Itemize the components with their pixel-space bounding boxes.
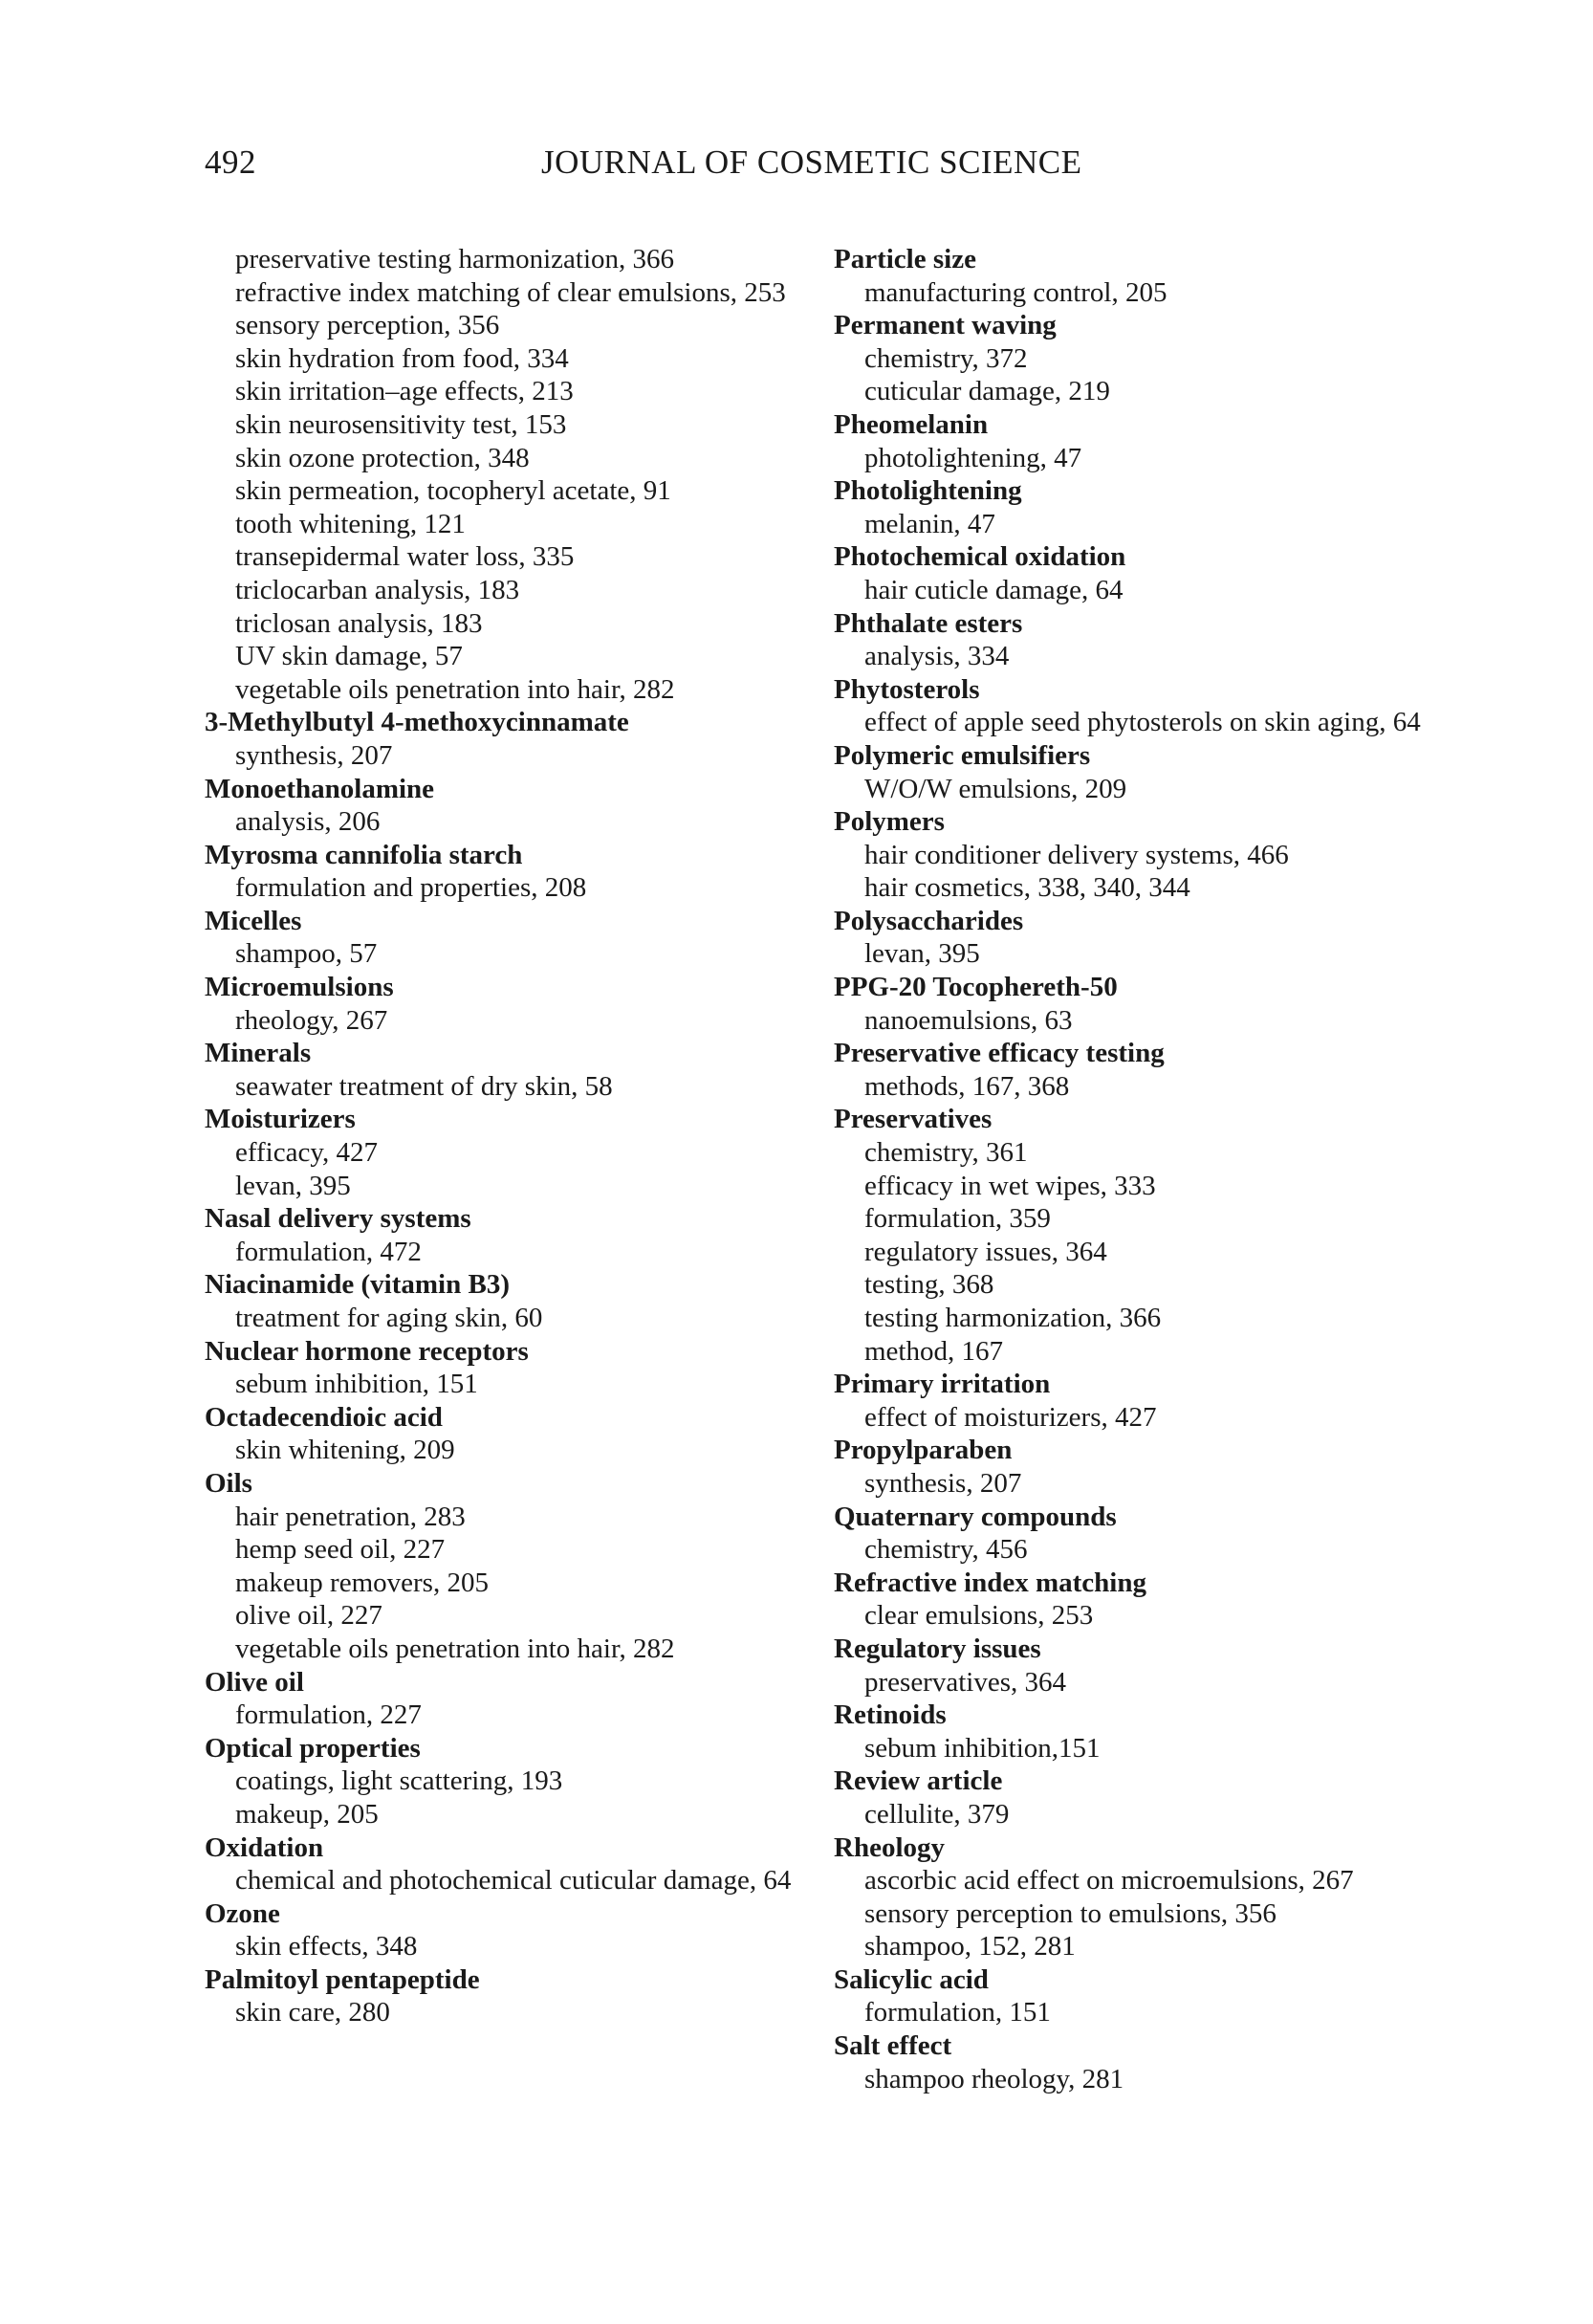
index-subentry: triclosan analysis, 183 xyxy=(235,607,483,639)
index-subentry: melanin, 47 xyxy=(864,508,995,539)
index-heading: Nuclear hormone receptors xyxy=(205,1335,529,1367)
index-column-right xyxy=(834,243,1446,2095)
index-heading: Salicylic acid xyxy=(834,1963,989,1995)
index-subentry: ascorbic acid effect on microemulsions, 267 xyxy=(864,1865,1354,1896)
index-subentry: hair conditioner delivery systems, 466 xyxy=(864,839,1289,870)
index-subentry: cuticular damage, 219 xyxy=(864,376,1110,407)
journal-title: JOURNAL OF COSMETIC SCIENCE xyxy=(541,143,1082,181)
index-subentry: sebum inhibition, 151 xyxy=(235,1369,478,1400)
page-number: 492 xyxy=(205,143,256,181)
index-subentry: testing harmonization, 366 xyxy=(864,1303,1162,1333)
index-heading: Preservative efficacy testing xyxy=(834,1038,1165,1069)
index-subentry: nanoemulsions, 63 xyxy=(864,1004,1073,1036)
index-subentry: shampoo, 57 xyxy=(235,938,378,970)
index-heading: Photochemical oxidation xyxy=(834,541,1126,573)
index-subentry: makeup, 205 xyxy=(235,1798,379,1830)
index-heading: Nasal delivery systems xyxy=(205,1203,471,1235)
index-heading: Olive oil xyxy=(205,1666,304,1698)
index-heading: Phthalate esters xyxy=(834,607,1023,639)
index-heading: Retinoids xyxy=(834,1699,947,1731)
index-subentry: hair penetration, 283 xyxy=(235,1501,466,1532)
index-subentry: regulatory issues, 364 xyxy=(864,1236,1107,1267)
index-subentry: formulation, 359 xyxy=(864,1203,1051,1235)
index-subentry: tooth whitening, 121 xyxy=(235,508,466,539)
index-subentry: rheology, 267 xyxy=(235,1004,388,1036)
index-heading: Quaternary compounds xyxy=(834,1501,1117,1532)
index-subentry: skin hydration from food, 334 xyxy=(235,342,569,374)
index-subentry: efficacy in wet wipes, 333 xyxy=(864,1170,1156,1201)
index-subentry: skin care, 280 xyxy=(235,1997,390,2028)
index-subentry: skin permeation, tocopheryl acetate, 91 xyxy=(235,475,671,507)
index-subentry: triclocarban analysis, 183 xyxy=(235,574,520,605)
index-subentry: chemical and photochemical cuticular damage, 64 xyxy=(235,1865,792,1896)
index-subentry: manufacturing control, 205 xyxy=(864,276,1167,308)
index-heading: Phytosterols xyxy=(834,673,980,705)
index-subentry: levan, 395 xyxy=(235,1170,351,1201)
index-subentry: hair cosmetics, 338, 340, 344 xyxy=(864,872,1190,904)
index-subentry: coatings, light scattering, 193 xyxy=(235,1765,563,1797)
index-heading: Monoethanolamine xyxy=(205,773,435,804)
index-heading: Regulatory issues xyxy=(834,1633,1041,1664)
index-subentry: olive oil, 227 xyxy=(235,1600,382,1632)
index-subentry: seawater treatment of dry skin, 58 xyxy=(235,1070,613,1102)
index-heading: Propylparaben xyxy=(834,1435,1013,1466)
index-subentry: refractive index matching of clear emulsions, 253 xyxy=(235,276,786,308)
index-subentry: skin whitening, 209 xyxy=(235,1435,455,1466)
index-heading: Oils xyxy=(205,1467,252,1499)
index-heading: Microemulsions xyxy=(205,972,394,1003)
index-subentry: makeup removers, 205 xyxy=(235,1567,489,1598)
index-heading: 3-Methylbutyl 4-methoxycinnamate xyxy=(205,707,629,738)
index-subentry: hemp seed oil, 227 xyxy=(235,1534,446,1566)
index-heading: Rheology xyxy=(834,1831,945,1863)
index-subentry: vegetable oils penetration into hair, 282 xyxy=(235,673,675,705)
index-subentry: chemistry, 456 xyxy=(864,1534,1028,1566)
index-heading: Photolightening xyxy=(834,475,1022,507)
index-subentry: skin ozone protection, 348 xyxy=(235,442,530,473)
index-heading: Ozone xyxy=(205,1897,280,1929)
index-heading: Palmitoyl pentapeptide xyxy=(205,1963,480,1995)
index-subentry: preservative testing harmonization, 366 xyxy=(235,244,675,274)
index-subentry: clear emulsions, 253 xyxy=(864,1600,1094,1632)
index-subentry: vegetable oils penetration into hair, 282 xyxy=(235,1633,675,1664)
index-subentry: sensory perception to emulsions, 356 xyxy=(864,1897,1277,1929)
index-heading: Moisturizers xyxy=(205,1104,356,1135)
index-heading: Oxidation xyxy=(205,1831,324,1863)
index-subentry: effect of apple seed phytosterols on skin aging, 64 xyxy=(864,707,1421,738)
index-subentry: treatment for aging skin, 60 xyxy=(235,1303,543,1333)
index-subentry: formulation, 227 xyxy=(235,1699,422,1731)
index-subentry: effect of moisturizers, 427 xyxy=(864,1401,1157,1433)
index-heading: Salt effect xyxy=(834,2030,952,2062)
index-subentry: hair cuticle damage, 64 xyxy=(864,574,1124,605)
index-subentry: analysis, 206 xyxy=(235,806,381,838)
index-heading: Optical properties xyxy=(205,1732,421,1764)
index-heading: Refractive index matching xyxy=(834,1567,1146,1598)
index-subentry: photolightening, 47 xyxy=(864,442,1082,473)
index-subentry: shampoo rheology, 281 xyxy=(864,2063,1124,2094)
index-heading: Niacinamide (vitamin B3) xyxy=(205,1269,510,1301)
index-heading: Particle size xyxy=(834,244,976,274)
index-subentry: chemistry, 361 xyxy=(864,1137,1028,1169)
index-heading: Myrosma cannifolia starch xyxy=(205,839,523,870)
index-subentry: testing, 368 xyxy=(864,1269,994,1301)
index-heading: Micelles xyxy=(205,905,302,936)
running-head xyxy=(205,143,1096,186)
index-subentry: formulation and properties, 208 xyxy=(235,872,587,904)
index-subentry: chemistry, 372 xyxy=(864,342,1028,374)
index-subentry: formulation, 472 xyxy=(235,1236,422,1267)
index-subentry: analysis, 334 xyxy=(864,641,1010,672)
index-subentry: UV skin damage, 57 xyxy=(235,641,463,672)
index-subentry: levan, 395 xyxy=(864,938,980,970)
index-heading: Primary irritation xyxy=(834,1369,1051,1400)
index-column-left xyxy=(205,243,817,2029)
index-heading: Review article xyxy=(834,1765,1003,1797)
index-subentry: methods, 167, 368 xyxy=(864,1070,1070,1102)
index-subentry: formulation, 151 xyxy=(864,1997,1051,2028)
index-heading: Octadecendioic acid xyxy=(205,1401,443,1433)
index-heading: Polysaccharides xyxy=(834,905,1024,936)
index-heading: Minerals xyxy=(205,1038,312,1069)
index-subentry: cellulite, 379 xyxy=(864,1798,1010,1830)
index-heading: PPG-20 Tocophereth-50 xyxy=(834,972,1118,1003)
index-subentry: sebum inhibition,151 xyxy=(864,1732,1101,1764)
index-subentry: skin irritation–age effects, 213 xyxy=(235,376,574,407)
index-subentry: skin effects, 348 xyxy=(235,1931,418,1962)
index-heading: Permanent waving xyxy=(834,310,1057,341)
index-subentry: shampoo, 152, 281 xyxy=(864,1931,1076,1962)
index-subentry: W/O/W emulsions, 209 xyxy=(864,773,1127,804)
index-heading: Polymers xyxy=(834,806,945,838)
index-heading: Preservatives xyxy=(834,1104,993,1135)
index-subentry: synthesis, 207 xyxy=(235,739,393,771)
index-subentry: skin neurosensitivity test, 153 xyxy=(235,408,567,440)
index-subentry: method, 167 xyxy=(864,1335,1003,1367)
index-heading: Polymeric emulsifiers xyxy=(834,739,1091,771)
index-heading: Pheomelanin xyxy=(834,408,989,440)
index-subentry: synthesis, 207 xyxy=(864,1467,1022,1499)
index-subentry: transepidermal water loss, 335 xyxy=(235,541,575,573)
index-subentry: sensory perception, 356 xyxy=(235,310,500,341)
index-subentry: efficacy, 427 xyxy=(235,1137,378,1169)
index-subentry: preservatives, 364 xyxy=(864,1666,1066,1698)
